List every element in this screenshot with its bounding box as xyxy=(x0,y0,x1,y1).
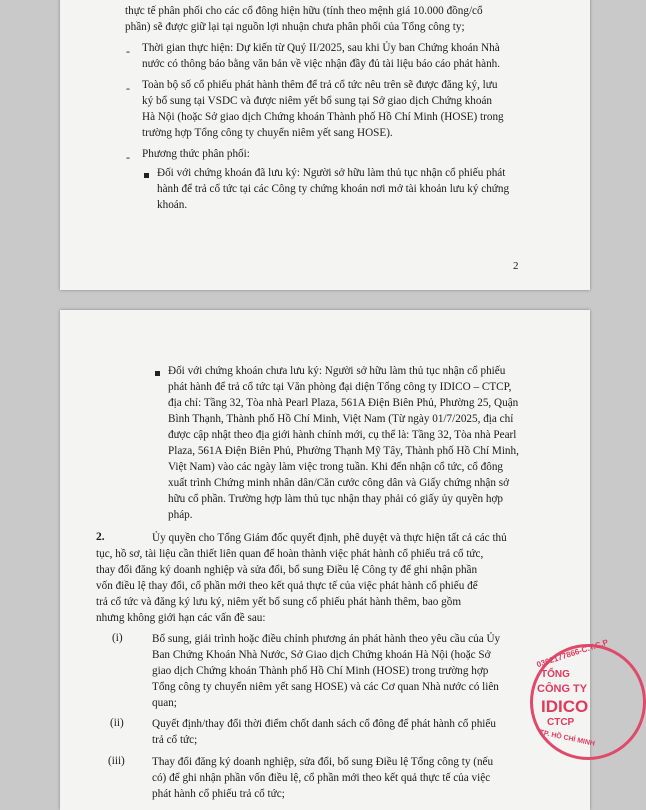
item-number: 2. xyxy=(96,531,105,543)
dash-bullet: - xyxy=(126,81,130,95)
text-line: Hà Nội (hoặc Sở giao dịch Chứng khoán Thành phố Hồ Chí Minh (HOSE) trong xyxy=(142,111,504,123)
text-line: phần) sẽ được giữ lại tại nguồn lợi nhuận chưa phân phối của Tổng công ty; xyxy=(125,21,465,33)
seal-line: CTCP xyxy=(547,717,575,728)
seal-bottom-text: TP. HỒ CHÍ MINH xyxy=(538,729,596,748)
text-line: Đối với chứng khoán chưa lưu ký: Người sở hữu làm thủ tục nhận cổ phiếu xyxy=(168,365,506,377)
square-bullet-icon xyxy=(155,371,160,376)
text-line: pháp. xyxy=(168,509,193,521)
text-line: tục, hồ sơ, tài liệu cần thiết liên quan để hoàn thành việc phát hành cổ phiếu trả cổ tức, xyxy=(96,548,484,560)
sub-item-label: (iii) xyxy=(108,755,125,767)
text-line: giao dịch Chứng khoán Thành phố Hồ Chí Minh (HOSE) trong trường hợp xyxy=(152,665,489,677)
text-line: nhưng không giới hạn các vấn đề sau: xyxy=(96,612,266,624)
seal-top-text: 0302177866-C.T.C.P xyxy=(535,637,610,670)
text-line: Ủy quyền cho Tổng Giám đốc quyết định, phê duyệt và thực hiện tất cả các thủ xyxy=(152,532,507,544)
text-line: Thay đổi đăng ký doanh nghiệp, sửa đổi, bổ sung Điều lệ Tổng công ty (nếu xyxy=(152,756,494,768)
document-page-1 xyxy=(60,0,590,290)
text-line: phát hành để trả cổ tức tại Văn phòng đại diện Tổng công ty IDICO – CTCP, xyxy=(168,381,512,393)
text-line: quan; xyxy=(152,697,177,709)
dash-bullet: - xyxy=(126,44,130,58)
text-line: khoán. xyxy=(157,199,188,211)
company-seal xyxy=(530,637,646,760)
text-line: Toàn bộ số cổ phiếu phát hành thêm để trả cổ tức nêu trên sẽ được đăng ký, lưu xyxy=(142,79,498,91)
text-line: xuất trình Chứng minh nhân dân/Căn cước công dân và Giấy chứng nhận sở xyxy=(168,477,510,489)
text-line: trả cổ tức; xyxy=(152,734,198,746)
text-line: Thời gian thực hiện: Dự kiến từ Quý II/2025, sau khi Ủy ban Chứng khoán Nhà xyxy=(142,42,500,54)
text-line: trả cổ tức và đăng ký lưu ký, niêm yết bổ sung cổ phiếu phát hành thêm, bao gồm xyxy=(96,596,462,608)
page-number: 2 xyxy=(513,260,519,272)
sub-item-label: (ii) xyxy=(110,717,124,729)
text-line: Ban Chứng Khoán Nhà Nước, Sở Giao dịch Chứng khoán Hà Nội (hoặc Sở xyxy=(152,649,491,661)
seal-name: IDICO xyxy=(541,697,589,716)
text-line: Plaza, 561A Điện Biên Phủ, Phường Thạnh Mỹ Tây, Thành phố Hồ Chí Minh, xyxy=(168,445,519,457)
text-line: nước có thông báo bằng văn bản về việc nhận đầy đủ tài liệu báo cáo phát hành. xyxy=(142,58,501,70)
text-line: Tổng công ty chuyển niêm yết sang HOSE) và các Cơ quan Nhà nước có liên xyxy=(152,681,499,693)
text-line: Việt Nam) vào các ngày làm việc trong tuần. Khi đến nhận cổ tức, cổ đông xyxy=(168,461,504,473)
text-line: địa chỉ: Tầng 32, Tòa nhà Pearl Plaza, 561A Điện Biên Phủ, Phường 25, Quận xyxy=(168,397,519,409)
text-line: phát hành cổ phiếu trả cổ tức; xyxy=(152,788,285,800)
text-line: thực tế phân phối cho các cổ đông hiện hữu (tính theo mệnh giá 10.000 đồng/cổ xyxy=(125,5,483,17)
text-line: hữu cổ phần. Trường hợp làm thủ tục nhận thay phải có giấy ủy quyền hợp xyxy=(168,493,504,505)
text-line: trường hợp Tổng công ty chuyển niêm yết sang HOSE). xyxy=(142,127,393,139)
seal-line: CÔNG TY xyxy=(537,683,588,695)
text-line: hành để trả cổ tức tại các Công ty chứng khoán nơi mở tài khoản lưu ký chứng xyxy=(157,183,510,195)
dash-bullet: - xyxy=(126,150,130,164)
text-line: Bình Thạnh, Thành phố Hồ Chí Minh, Việt Nam (Từ ngày 01/7/2025, địa chỉ xyxy=(168,413,514,425)
text-line: được cập nhật theo địa giới hành chính mới, cụ thể là: Tầng 32, Tòa nhà Pearl xyxy=(168,429,517,441)
text-line: Bổ sung, giải trình hoặc điều chỉnh phương án phát hành theo yêu cầu của Ủy xyxy=(152,633,501,645)
text-line: Quyết định/thay đổi thời điểm chốt danh sách cổ đông để phát hành cổ phiếu xyxy=(152,718,496,730)
sub-item-label: (i) xyxy=(112,632,123,644)
text-line: vốn điều lệ thay đổi, cổ phần mới theo kết quả thực tế của việc phát hành cổ phiếu để xyxy=(96,580,478,592)
text-line: có) để ghi nhận phần vốn điều lệ, cổ phần mới theo kết quả thực tế của việc xyxy=(152,772,491,784)
text-line: thay đổi đăng ký doanh nghiệp và sửa đổi, bổ sung Điều lệ Công ty để ghi nhận phần xyxy=(96,564,478,576)
document-page-2 xyxy=(60,310,590,810)
text-line: Phương thức phân phối: xyxy=(142,148,250,160)
seal-line: TỔNG xyxy=(541,669,570,680)
text-line: ký bổ sung tại VSDC và được niêm yết bổ sung tại Sở giao dịch Chứng khoán xyxy=(142,95,493,107)
square-bullet-icon xyxy=(144,173,149,178)
text-line: Đối với chứng khoán đã lưu ký: Người sở hữu làm thủ tục nhận cổ phiếu phát xyxy=(157,167,506,179)
